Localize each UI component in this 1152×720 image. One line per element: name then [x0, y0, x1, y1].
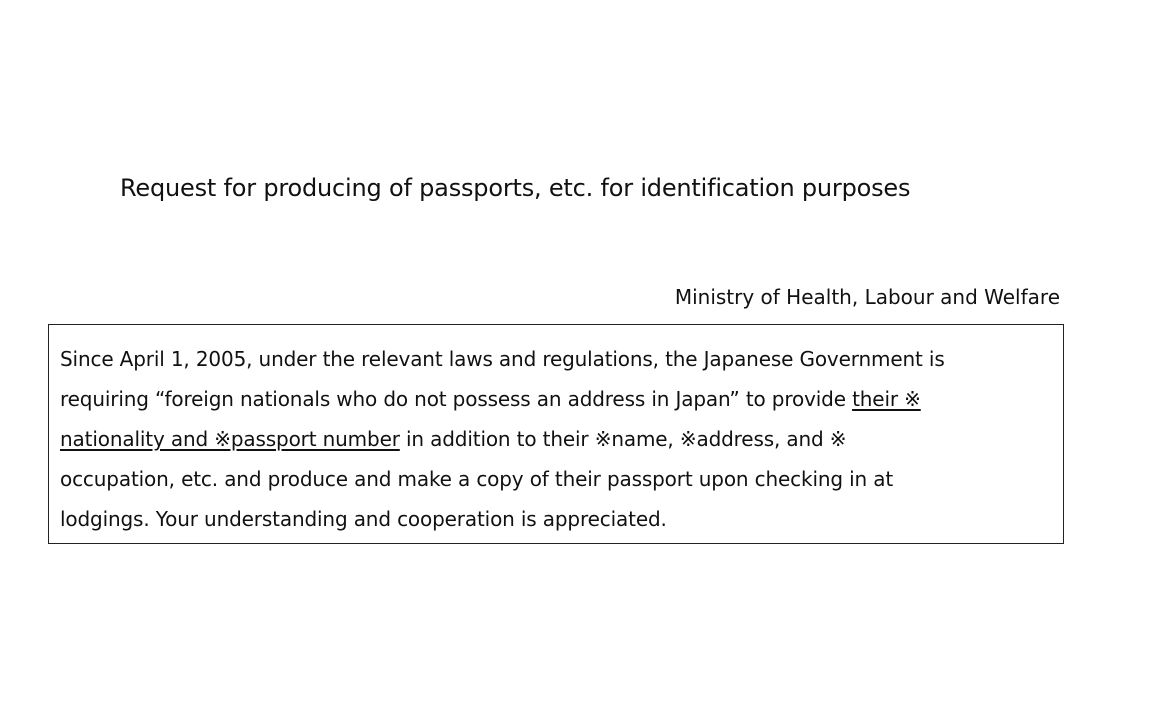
notice-line-5: lodgings. Your understanding and cooperation is appreciated.: [60, 507, 667, 531]
issuer-name: Ministry of Health, Labour and Welfare: [674, 285, 1060, 309]
notice-box: [48, 324, 1064, 544]
notice-line-3: [60, 419, 1053, 459]
notice-line-1: Since April 1, 2005, under the relevant laws and regulations, the Japanese Government is: [60, 347, 945, 371]
notice-line-2: [60, 379, 1053, 419]
underlined-phrase-end: nationality and ※passport number: [60, 427, 400, 451]
notice-line-2-text: requiring “foreign nationals who do not possess an address in Japan” to provide: [60, 387, 853, 411]
underlined-phrase-start: their ※: [852, 387, 921, 411]
document-title: Request for producing of passports, etc. for identification purposes: [120, 174, 911, 202]
notice-line-3-text: in addition to their ※name, ※address, and ※: [399, 427, 847, 451]
notice-line-4: occupation, etc. and produce and make a copy of their passport upon checking in at: [60, 467, 894, 491]
